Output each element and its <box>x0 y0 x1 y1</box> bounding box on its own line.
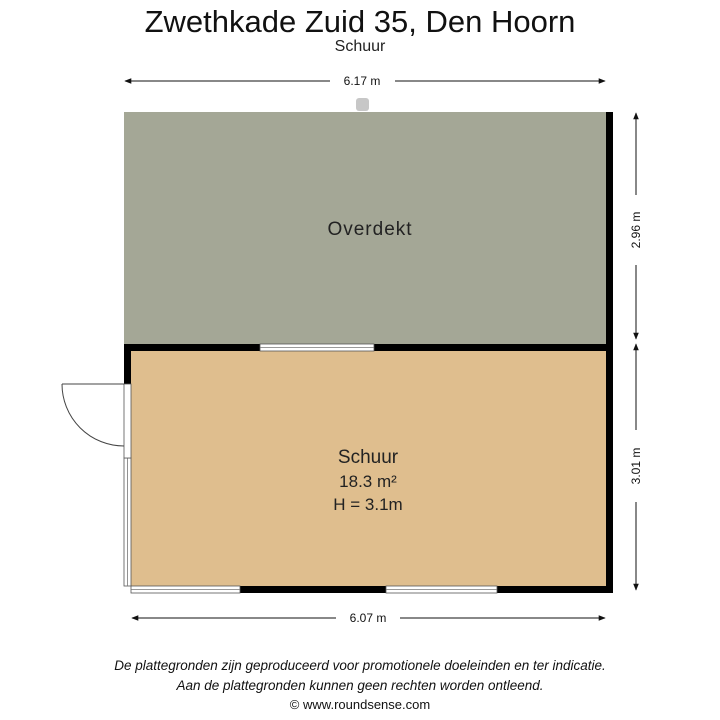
page-title: Zwethkade Zuid 35, Den Hoorn <box>144 4 576 39</box>
dimension-top <box>125 74 605 88</box>
window-left <box>124 458 131 586</box>
roof-marker <box>356 98 369 111</box>
covered-area-wall <box>606 112 613 348</box>
dimension-bottom <box>132 611 605 625</box>
page-subtitle: Schuur <box>334 38 386 55</box>
credit-link[interactable]: www.roundsense.com <box>303 697 431 712</box>
credit <box>0 696 720 714</box>
door <box>62 384 131 458</box>
dimension-top-label: 6.17 m <box>343 74 381 88</box>
shed-room-height: H = 3.1m <box>333 495 403 514</box>
dimension-right-lower <box>629 344 643 590</box>
window-top <box>260 344 374 351</box>
shed-room <box>131 351 608 586</box>
covered-area-label: Overdekt <box>327 219 413 240</box>
dimension-right-upper <box>629 113 643 339</box>
window-bottom-right <box>386 586 497 593</box>
copyright-symbol: © <box>289 697 300 712</box>
shed-room-area: 18.3 m² <box>339 472 397 491</box>
disclaimer-line-1: De plattegronden zijn geproduceerd voor promotionele doeleinden en ter indicatie. <box>114 658 606 673</box>
dimension-right-lower-label: 3.01 m <box>629 447 643 485</box>
dimension-bottom-label: 6.07 m <box>349 611 387 625</box>
dimension-right-upper-label: 2.96 m <box>629 211 643 249</box>
shed-room-label: Schuur <box>337 447 399 468</box>
window-bottom-left <box>131 586 240 593</box>
disclaimer-line-2: Aan de plattegronden kunnen geen rechten worden ontleend. <box>176 678 544 693</box>
